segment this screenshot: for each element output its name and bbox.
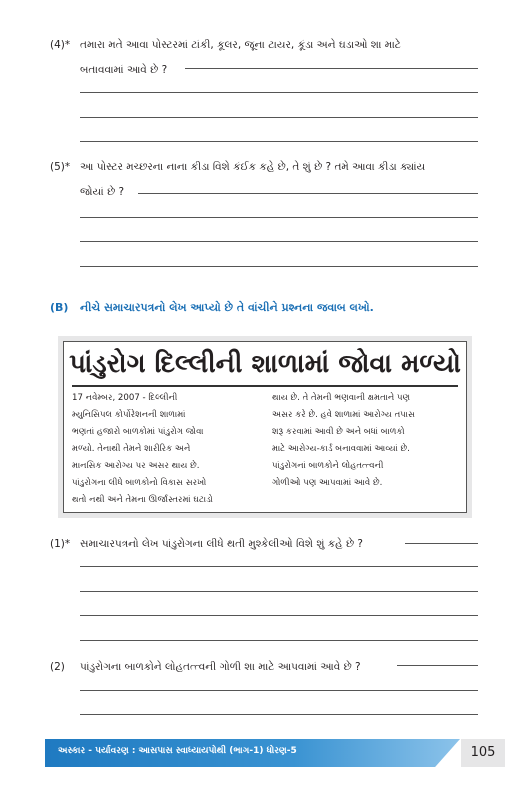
news-line: માનસિક આરોગ્ય પર અસર થાય છે.: [72, 461, 200, 471]
headline-rule: [72, 385, 458, 387]
answer-line[interactable]: [80, 92, 478, 93]
section-label: (B): [50, 301, 69, 314]
answer-line[interactable]: [138, 193, 478, 194]
news-line: પાંડુરોગનાં બાળકોને લોહતત્ત્વની: [272, 461, 384, 471]
answer-line[interactable]: [80, 141, 478, 142]
question-text-line: જોયાં છે ?: [80, 186, 125, 198]
question-number: (5)*: [50, 161, 71, 173]
answer-line[interactable]: [80, 241, 478, 242]
news-line: થાય છે. તે તેમની ભણવાની ક્ષમતાને પણ: [272, 393, 411, 403]
newspaper-clipping: [58, 336, 472, 518]
answer-line[interactable]: [397, 665, 478, 666]
news-column-right: [272, 390, 462, 492]
news-line: મળ્યો. તેનાથી તેમને શારીરિક અને: [72, 444, 191, 454]
news-line: માટે આરોગ્ય-કાર્ડ બનાવવામાં આવ્યાં છે.: [272, 444, 410, 454]
news-line: શરૂ કરવામાં આવી છે અને બધાં બાળકો: [272, 427, 405, 437]
answer-line[interactable]: [405, 543, 478, 544]
news-line: થતો નથી અને તેમના ઊર્જાસ્તરમાં ઘટાડો: [72, 495, 213, 505]
question-number: (1)*: [50, 538, 71, 550]
answer-line[interactable]: [185, 68, 478, 69]
footer-title: અસ્કાર - પર્યાવરણ : આસપાસ સ્વાધ્યાયપોથી (ભાગ-1) ધોરણ-5: [58, 746, 297, 756]
answer-line[interactable]: [80, 690, 478, 691]
question-text-line: બતાવવામાં આવે છે ?: [80, 64, 168, 76]
question-text-line: આ પોસ્ટર મચ્છરના નાના કીડા વિશે કંઈક કહે છે, તે શું છે ? તમે આવા કીડા ક્યાંય: [80, 161, 426, 173]
page-number: 105: [461, 739, 505, 767]
section-instruction: નીચે સમાચારપત્રનો લેખ આપ્યો છે તે વાંચીને પ્રશ્નના જવાબ લખો.: [80, 301, 374, 314]
news-line: અસર કરે છે. હવે શાળામાં આરોગ્ય તપાસ: [272, 410, 415, 420]
news-line: ભણતાં હજારો બાળકોમાં પાંડુરોગ જોવા: [72, 427, 204, 437]
question-number: (2): [50, 661, 65, 673]
answer-line[interactable]: [80, 566, 478, 567]
answer-line[interactable]: [80, 591, 478, 592]
answer-line[interactable]: [80, 217, 478, 218]
news-line: મ્યુનિસિપલ કોર્પોરેશનની શાળામાં: [72, 410, 186, 420]
answer-line[interactable]: [80, 266, 478, 267]
answer-line[interactable]: [80, 615, 478, 616]
news-line: 17 નવેમ્બર, 2007 - દિલ્લીની: [72, 393, 178, 403]
news-headline: પાંડુરોગ દિલ્લીની શાળામાં જોવા મળ્યો: [69, 349, 461, 379]
answer-line[interactable]: [80, 117, 478, 118]
question-text-line: સમાચારપત્રનો લેખ પાંડુરોગના લીધે થતી મુશ્કેલીઓ વિશે શું કહે છે ?: [80, 538, 363, 550]
news-line: ગોળીઓ પણ આપવામાં આવે છે.: [272, 478, 383, 488]
question-number: (4)*: [50, 39, 71, 51]
answer-line[interactable]: [80, 640, 478, 641]
question-text-line: તમારા મતે આવા પોસ્ટરમાં ટાંકી, કૂલર, જૂના ટાયર, કૂંડા અને ઘડાઓ શા માટે: [80, 39, 401, 51]
question-text-line: પાંડુરોગના બાળકોને લોહતત્ત્વની ગોળી શા માટે આપવામાં આવે છે ?: [80, 661, 361, 673]
news-column-left: [72, 390, 254, 509]
answer-line[interactable]: [80, 714, 478, 715]
news-line: પાંડુરોગના લીધે બાળકોનો વિકાસ સરખો: [72, 478, 207, 488]
newspaper-article: [63, 341, 467, 513]
